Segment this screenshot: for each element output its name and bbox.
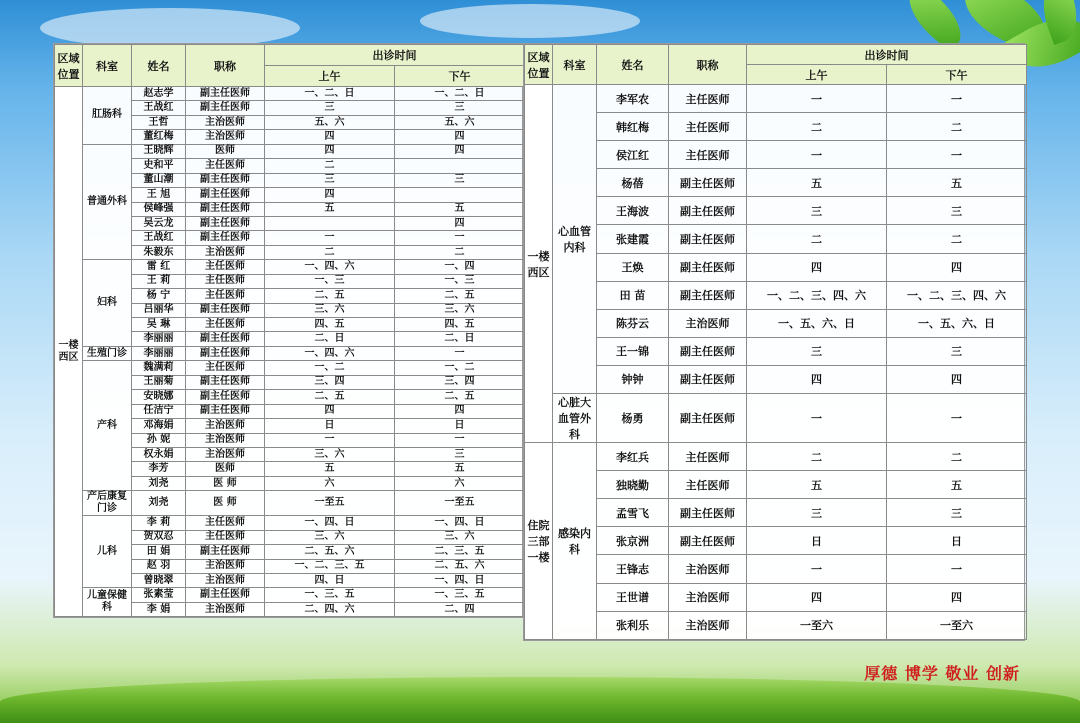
pm-schedule: 三 <box>395 447 525 461</box>
table-row <box>525 225 1027 253</box>
doctor-name: 刘尧 <box>132 476 186 490</box>
am-schedule: 三、六 <box>265 530 395 544</box>
header-time: 出诊时间 <box>265 45 525 66</box>
pm-schedule: 一、四、日 <box>395 516 525 530</box>
pm-schedule: 二、五 <box>395 390 525 404</box>
doctor-name: 孙 妮 <box>132 433 186 447</box>
pm-schedule: 三 <box>395 101 525 115</box>
am-schedule: 三 <box>747 197 887 225</box>
am-schedule: 四 <box>265 188 395 202</box>
hospital-slogan: 厚德 博学 敬业 创新 <box>864 664 1020 683</box>
doctor-name: 李丽丽 <box>132 346 186 360</box>
doctor-name: 李丽丽 <box>132 332 186 346</box>
doctor-title: 副主任医师 <box>186 188 265 202</box>
doctor-title: 副主任医师 <box>669 499 747 527</box>
doctor-title: 主治医师 <box>186 433 265 447</box>
table-row <box>55 144 525 158</box>
am-schedule: 四 <box>265 404 395 418</box>
pm-schedule: 一、三 <box>395 274 525 288</box>
table-row <box>525 113 1027 141</box>
am-schedule: 五 <box>265 462 395 476</box>
doctor-name: 赵志学 <box>132 87 186 101</box>
doctor-title: 主任医师 <box>669 85 747 113</box>
doctor-title: 主治医师 <box>186 115 265 129</box>
doctor-name: 孟雪飞 <box>597 499 669 527</box>
doctor-name: 王世谱 <box>597 583 669 611</box>
doctor-title: 主任医师 <box>669 141 747 169</box>
table-row <box>525 555 1027 583</box>
doctor-name: 安晓娜 <box>132 390 186 404</box>
am-schedule: 二、五、六 <box>265 545 395 559</box>
table-row <box>525 471 1027 499</box>
pm-schedule: 四 <box>887 583 1027 611</box>
table-row <box>525 394 1027 443</box>
doctor-title: 主治医师 <box>186 130 265 144</box>
doctor-title: 主治医师 <box>669 309 747 337</box>
doctor-title: 主治医师 <box>669 555 747 583</box>
doctor-name: 王 旭 <box>132 188 186 202</box>
doctor-title: 主治医师 <box>186 602 265 616</box>
am-schedule: 二、四、六 <box>265 602 395 616</box>
right-schedule-panel <box>523 43 1025 641</box>
right-schedule-body <box>525 85 1027 640</box>
am-schedule: 五 <box>747 471 887 499</box>
pm-schedule: 一、二、日 <box>395 87 525 101</box>
header-region: 区域位置 <box>525 45 553 85</box>
cloud-decoration <box>420 4 640 38</box>
doctor-name: 曾晓翠 <box>132 574 186 588</box>
doctor-title: 副主任医师 <box>186 332 265 346</box>
dept-cell: 产科 <box>83 361 132 491</box>
table-row <box>525 169 1027 197</box>
doctor-title: 副主任医师 <box>669 365 747 393</box>
doctor-title: 副主任医师 <box>669 527 747 555</box>
pm-schedule: 三、六 <box>395 530 525 544</box>
doctor-title: 副主任医师 <box>669 197 747 225</box>
am-schedule: 三 <box>747 499 887 527</box>
pm-schedule: 二、四 <box>395 602 525 616</box>
doctor-name: 杨 宁 <box>132 289 186 303</box>
pm-schedule: 三 <box>887 499 1027 527</box>
dept-cell: 肛肠科 <box>83 87 132 145</box>
region-cell: 一楼西区 <box>55 87 83 617</box>
doctor-name: 权永娟 <box>132 447 186 461</box>
pm-schedule: 二 <box>887 113 1027 141</box>
table-row <box>525 527 1027 555</box>
doctor-name: 史和平 <box>132 159 186 173</box>
am-schedule <box>265 216 395 230</box>
doctor-title: 副主任医师 <box>669 394 747 443</box>
doctor-name: 刘尧 <box>132 491 186 516</box>
doctor-title: 副主任医师 <box>186 588 265 602</box>
doctor-name: 张京洲 <box>597 527 669 555</box>
doctor-title: 主任医师 <box>669 443 747 471</box>
doctor-title: 副主任医师 <box>186 390 265 404</box>
doctor-title: 主任医师 <box>186 159 265 173</box>
am-schedule: 三 <box>265 101 395 115</box>
am-schedule: 一、四、六 <box>265 260 395 274</box>
am-schedule: 一、四、日 <box>265 516 395 530</box>
doctor-name: 贺双忍 <box>132 530 186 544</box>
am-schedule: 四 <box>747 583 887 611</box>
doctor-title: 医师 <box>186 144 265 158</box>
doctor-name: 王哲 <box>132 115 186 129</box>
pm-schedule: 一 <box>887 141 1027 169</box>
am-schedule: 一至五 <box>265 491 395 516</box>
dept-cell: 生殖门诊 <box>83 346 132 360</box>
doctor-title: 副主任医师 <box>186 101 265 115</box>
am-schedule: 一 <box>265 433 395 447</box>
header-name: 姓名 <box>132 45 186 87</box>
dept-cell: 普通外科 <box>83 144 132 260</box>
pm-schedule: 五 <box>395 202 525 216</box>
doctor-name: 王丽菊 <box>132 375 186 389</box>
doctor-title: 副主任医师 <box>669 337 747 365</box>
doctor-name: 王海波 <box>597 197 669 225</box>
doctor-title: 副主任医师 <box>186 231 265 245</box>
left-schedule-panel <box>53 43 523 618</box>
pm-schedule <box>395 159 525 173</box>
doctor-title: 副主任医师 <box>669 253 747 281</box>
header-name: 姓名 <box>597 45 669 85</box>
doctor-title: 医师 <box>186 462 265 476</box>
am-schedule: 三 <box>265 173 395 187</box>
doctor-name: 李军农 <box>597 85 669 113</box>
pm-schedule: 三、四 <box>395 375 525 389</box>
doctor-title: 主任医师 <box>186 530 265 544</box>
am-schedule: 三、四 <box>265 375 395 389</box>
table-row <box>525 253 1027 281</box>
doctor-name: 王焕 <box>597 253 669 281</box>
header-dept: 科室 <box>83 45 132 87</box>
doctor-title: 副主任医师 <box>186 202 265 216</box>
doctor-title: 主治医师 <box>186 419 265 433</box>
doctor-title: 主任医师 <box>669 113 747 141</box>
am-schedule: 一、五、六、日 <box>747 309 887 337</box>
pm-schedule: 三 <box>395 173 525 187</box>
am-schedule: 二、五 <box>265 390 395 404</box>
header-title: 职称 <box>186 45 265 87</box>
doctor-title: 主治医师 <box>669 583 747 611</box>
pm-schedule: 四 <box>395 130 525 144</box>
am-schedule: 一、三、五 <box>265 588 395 602</box>
table-row <box>55 588 525 602</box>
pm-schedule: 四、五 <box>395 318 525 332</box>
doctor-name: 陈芬云 <box>597 309 669 337</box>
doctor-title: 主治医师 <box>186 245 265 259</box>
pm-schedule: 五 <box>887 471 1027 499</box>
header-region: 区域位置 <box>55 45 83 87</box>
doctor-name: 王战红 <box>132 231 186 245</box>
pm-schedule: 四 <box>395 404 525 418</box>
table-row <box>55 260 525 274</box>
pm-schedule: 一、五、六、日 <box>887 309 1027 337</box>
pm-schedule: 二 <box>887 443 1027 471</box>
doctor-name: 王锋志 <box>597 555 669 583</box>
doctor-name: 雷 红 <box>132 260 186 274</box>
doctor-name: 田 娟 <box>132 545 186 559</box>
am-schedule: 三、六 <box>265 303 395 317</box>
region-cell: 一楼西区 <box>525 85 553 443</box>
doctor-name: 邓海娟 <box>132 419 186 433</box>
pm-schedule: 日 <box>887 527 1027 555</box>
doctor-name: 王战红 <box>132 101 186 115</box>
doctor-name: 董红梅 <box>132 130 186 144</box>
am-schedule: 一、二、三、五 <box>265 559 395 573</box>
pm-schedule: 五 <box>395 462 525 476</box>
doctor-title: 副主任医师 <box>186 87 265 101</box>
pm-schedule: 一 <box>395 231 525 245</box>
am-schedule: 二、五 <box>265 289 395 303</box>
dept-cell: 心血管内科 <box>553 85 597 394</box>
header-pm: 下午 <box>395 66 525 87</box>
am-schedule: 四、五 <box>265 318 395 332</box>
doctor-title: 主治医师 <box>186 574 265 588</box>
doctor-name: 李 莉 <box>132 516 186 530</box>
am-schedule: 三、六 <box>265 447 395 461</box>
pm-schedule: 一、四、日 <box>395 574 525 588</box>
table-row <box>525 197 1027 225</box>
pm-schedule: 二、三、五 <box>395 545 525 559</box>
am-schedule: 日 <box>747 527 887 555</box>
pm-schedule: 一 <box>395 433 525 447</box>
doctor-name: 独晓勤 <box>597 471 669 499</box>
am-schedule: 四 <box>265 130 395 144</box>
am-schedule: 一、二 <box>265 361 395 375</box>
table-row <box>55 516 525 530</box>
pm-schedule: 三 <box>887 337 1027 365</box>
table-row <box>55 361 525 375</box>
table-row <box>525 85 1027 113</box>
pm-schedule: 一、三、五 <box>395 588 525 602</box>
doctor-title: 主任医师 <box>186 516 265 530</box>
pm-schedule: 二 <box>395 245 525 259</box>
doctor-title: 副主任医师 <box>669 281 747 309</box>
pm-schedule: 一 <box>395 346 525 360</box>
doctor-name: 王 莉 <box>132 274 186 288</box>
pm-schedule: 四 <box>887 365 1027 393</box>
doctor-name: 张利乐 <box>597 611 669 639</box>
table-row <box>525 443 1027 471</box>
pm-schedule: 一 <box>887 555 1027 583</box>
pm-schedule: 四 <box>395 216 525 230</box>
pm-schedule: 一至五 <box>395 491 525 516</box>
am-schedule: 一 <box>747 85 887 113</box>
pm-schedule: 日 <box>395 419 525 433</box>
pm-schedule: 二 <box>887 225 1027 253</box>
doctor-title: 副主任医师 <box>186 173 265 187</box>
am-schedule: 五、六 <box>265 115 395 129</box>
pm-schedule <box>395 188 525 202</box>
pm-schedule: 六 <box>395 476 525 490</box>
table-row <box>525 583 1027 611</box>
pm-schedule: 三 <box>887 197 1027 225</box>
pm-schedule: 五 <box>887 169 1027 197</box>
dept-cell: 感染内科 <box>553 443 597 640</box>
pm-schedule: 一 <box>887 85 1027 113</box>
doctor-title: 副主任医师 <box>186 216 265 230</box>
right-schedule-table <box>524 44 1027 640</box>
doctor-title: 副主任医师 <box>186 346 265 360</box>
pm-schedule: 一、二、三、四、六 <box>887 281 1027 309</box>
doctor-name: 王晓辉 <box>132 144 186 158</box>
header-am: 上午 <box>747 65 887 85</box>
doctor-name: 吕丽华 <box>132 303 186 317</box>
doctor-name: 赵 羽 <box>132 559 186 573</box>
am-schedule: 二 <box>747 113 887 141</box>
table-row <box>525 611 1027 639</box>
doctor-name: 任洁宁 <box>132 404 186 418</box>
am-schedule: 五 <box>265 202 395 216</box>
doctor-title: 主任医师 <box>669 471 747 499</box>
doctor-name: 钟钟 <box>597 365 669 393</box>
doctor-name: 董山潮 <box>132 173 186 187</box>
doctor-title: 医 师 <box>186 491 265 516</box>
pm-schedule: 二、五 <box>395 289 525 303</box>
doctor-name: 韩红梅 <box>597 113 669 141</box>
doctor-title: 主任医师 <box>186 318 265 332</box>
doctor-title: 主任医师 <box>186 361 265 375</box>
am-schedule: 一、二、日 <box>265 87 395 101</box>
pm-schedule: 二、五、六 <box>395 559 525 573</box>
region-cell: 住院三部一楼 <box>525 443 553 640</box>
header-dept: 科室 <box>553 45 597 85</box>
table-row <box>525 337 1027 365</box>
doctor-name: 李芳 <box>132 462 186 476</box>
am-schedule: 日 <box>265 419 395 433</box>
am-schedule: 四、日 <box>265 574 395 588</box>
doctor-name: 王一锦 <box>597 337 669 365</box>
am-schedule: 一至六 <box>747 611 887 639</box>
table-row <box>55 87 525 101</box>
am-schedule: 三 <box>747 337 887 365</box>
cloud-decoration <box>40 8 300 48</box>
am-schedule: 二 <box>747 443 887 471</box>
left-schedule-table <box>54 44 525 617</box>
pm-schedule: 四 <box>887 253 1027 281</box>
dept-cell: 儿科 <box>83 516 132 588</box>
doctor-title: 主任医师 <box>186 274 265 288</box>
doctor-title: 副主任医师 <box>186 404 265 418</box>
am-schedule: 一 <box>265 231 395 245</box>
am-schedule: 一 <box>747 555 887 583</box>
am-schedule: 二 <box>265 245 395 259</box>
header-title: 职称 <box>669 45 747 85</box>
table-row <box>525 141 1027 169</box>
am-schedule: 四 <box>747 365 887 393</box>
table-row <box>55 491 525 516</box>
doctor-name: 杨蓓 <box>597 169 669 197</box>
pm-schedule: 三、六 <box>395 303 525 317</box>
am-schedule: 一 <box>747 394 887 443</box>
doctor-name: 侯江红 <box>597 141 669 169</box>
am-schedule: 一 <box>747 141 887 169</box>
header-time: 出诊时间 <box>747 45 1027 65</box>
doctor-name: 杨勇 <box>597 394 669 443</box>
doctor-title: 副主任医师 <box>186 545 265 559</box>
pm-schedule: 一 <box>887 394 1027 443</box>
pm-schedule: 一、二 <box>395 361 525 375</box>
doctor-name: 李红兵 <box>597 443 669 471</box>
doctor-name: 张素莹 <box>132 588 186 602</box>
doctor-name: 李 娟 <box>132 602 186 616</box>
header-am: 上午 <box>265 66 395 87</box>
am-schedule: 四 <box>265 144 395 158</box>
am-schedule: 五 <box>747 169 887 197</box>
doctor-name: 侯峰强 <box>132 202 186 216</box>
dept-cell: 产后康复门诊 <box>83 491 132 516</box>
doctor-title: 副主任医师 <box>669 225 747 253</box>
am-schedule: 二 <box>265 159 395 173</box>
pm-schedule: 四 <box>395 144 525 158</box>
left-schedule-body <box>55 87 525 617</box>
doctor-name: 朱毅东 <box>132 245 186 259</box>
doctor-name: 吴云龙 <box>132 216 186 230</box>
am-schedule: 四 <box>747 253 887 281</box>
doctor-name: 田 苗 <box>597 281 669 309</box>
header-pm: 下午 <box>887 65 1027 85</box>
dept-cell: 儿童保健科 <box>83 588 132 617</box>
doctor-title: 主治医师 <box>669 611 747 639</box>
doctor-title: 副主任医师 <box>186 375 265 389</box>
doctor-name: 魏满莉 <box>132 361 186 375</box>
doctor-title: 主任医师 <box>186 289 265 303</box>
table-row <box>525 499 1027 527</box>
am-schedule: 一、二、三、四、六 <box>747 281 887 309</box>
doctor-title: 副主任医师 <box>186 303 265 317</box>
doctor-title: 主治医师 <box>186 559 265 573</box>
table-row <box>55 346 525 360</box>
pm-schedule: 二、日 <box>395 332 525 346</box>
am-schedule: 一、三 <box>265 274 395 288</box>
am-schedule: 二 <box>747 225 887 253</box>
doctor-title: 医 师 <box>186 476 265 490</box>
doctor-title: 主治医师 <box>186 447 265 461</box>
am-schedule: 一、四、六 <box>265 346 395 360</box>
pm-schedule: 一、四 <box>395 260 525 274</box>
table-row <box>525 365 1027 393</box>
table-row <box>525 281 1027 309</box>
dept-cell: 心脏大血管外科 <box>553 394 597 443</box>
doctor-name: 张建霞 <box>597 225 669 253</box>
table-row <box>525 309 1027 337</box>
pm-schedule: 一至六 <box>887 611 1027 639</box>
doctor-title: 主任医师 <box>186 260 265 274</box>
dept-cell: 妇科 <box>83 260 132 347</box>
doctor-name: 吴 琳 <box>132 318 186 332</box>
am-schedule: 二、日 <box>265 332 395 346</box>
pm-schedule: 五、六 <box>395 115 525 129</box>
am-schedule: 六 <box>265 476 395 490</box>
doctor-title: 副主任医师 <box>669 169 747 197</box>
